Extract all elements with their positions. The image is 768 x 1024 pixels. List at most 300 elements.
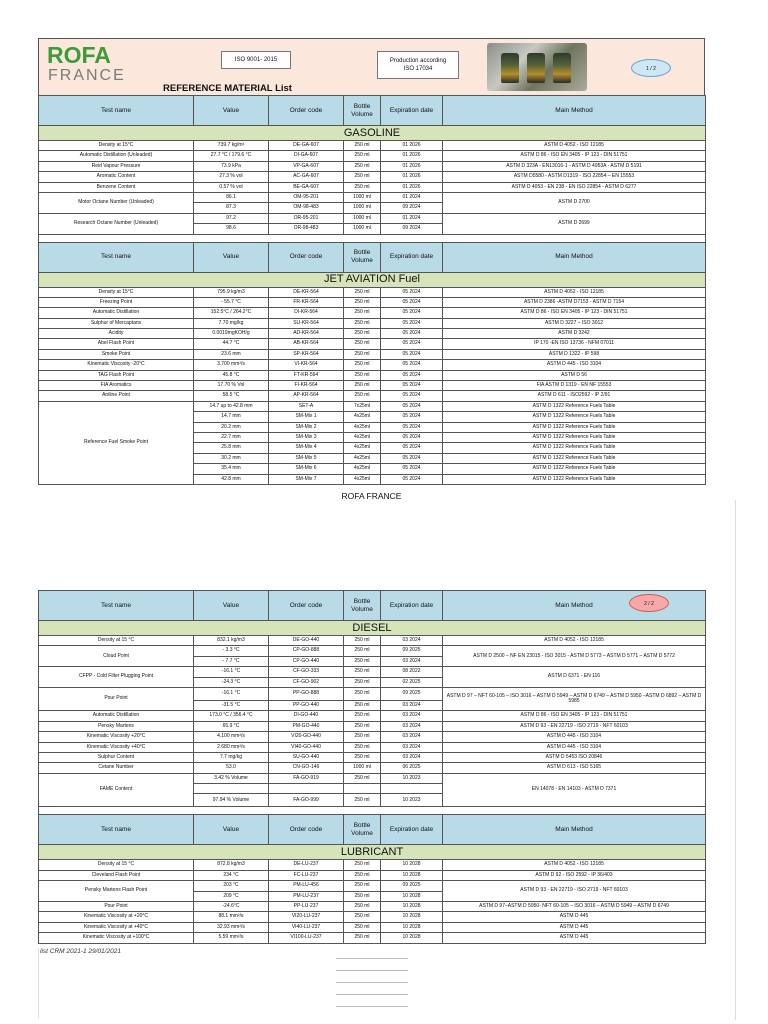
expiration-date: 09 2025 (381, 881, 443, 891)
order-code: BE-GA-607 (269, 182, 344, 192)
table-row (39, 902, 706, 912)
expiration-date: 09 2025 (381, 646, 443, 656)
order-code: AD-KR-564 (269, 329, 344, 339)
main-method: ASTM D 323A - EN13016-1 - ASTM D 4953A - ASTM D 5191 (443, 161, 706, 171)
test-name: Acidity (39, 329, 194, 339)
bottle-volume: 4x25ml (344, 464, 381, 474)
expiration-date: 06 2025 (381, 763, 443, 773)
table-row (39, 636, 706, 646)
expiration-date: 03 2024 (381, 711, 443, 721)
table-header-row (39, 242, 706, 272)
value: 14.7 up to 42.8 mm (194, 401, 269, 411)
bottle-volume: 250 ml (344, 794, 381, 807)
lubricant-rows-top (39, 860, 706, 881)
value: 20.2 mm (194, 422, 269, 432)
bottle-volume: 7x25ml (344, 401, 381, 411)
expiration-date: 01 2026 (381, 151, 443, 161)
bottle-volume: 250 ml (344, 912, 381, 922)
bottle-volume: 250 ml (344, 391, 381, 401)
value: 209 °C (194, 891, 269, 901)
value: 22.7 mm (194, 432, 269, 442)
table-row (39, 141, 706, 151)
logo-top-text: ROFA (47, 43, 111, 68)
test-name: Pour Point (39, 902, 194, 912)
main-method: ASTM D 93 - EN 22719 - ISO 2719 - NFT 60103 (443, 721, 706, 731)
smoke-rows (39, 401, 706, 484)
value: 42.8 mm (194, 474, 269, 484)
expiration-date: 05 2024 (381, 391, 443, 401)
table-row (39, 339, 706, 349)
table-row (39, 151, 706, 161)
order-code: FT-KR-564 (269, 370, 344, 380)
value: 23.6 mm (194, 349, 269, 359)
bottle-volume: 4x25ml (344, 474, 381, 484)
col-test-name: Test name (39, 591, 194, 621)
test-name: Density at 15 °C (39, 636, 194, 646)
main-method: ASTM D 613 - ISO 5165 (443, 763, 706, 773)
main-method: ASTM D 56 (443, 370, 706, 380)
test-name: Automatic Distillation (39, 711, 194, 721)
value: 27.7 °C / 179.6 °C (194, 151, 269, 161)
value: 45.8 °C (194, 370, 269, 380)
bottle-volume: 4x25ml (344, 443, 381, 453)
test-name: Sulphur Content (39, 752, 194, 762)
main-method: ASTM D 445 (443, 922, 706, 932)
page-one (38, 38, 705, 501)
col-expiration-date: Expiration date (381, 96, 443, 126)
test-name: FIA Aromatics (39, 381, 194, 391)
test-name: FAME Content (39, 773, 194, 807)
value: 14.7 mm (194, 412, 269, 422)
bottle-volume: 250 ml (344, 339, 381, 349)
main-method: ASTM D 4052 - ISO 12185 (443, 287, 706, 297)
value: 2.680 mm²/s (194, 742, 269, 752)
bottle-volume: 250 ml (344, 667, 381, 677)
col-order-code: Order code (269, 96, 344, 126)
value: 27.3 % vol (194, 172, 269, 182)
expiration-date: 05 2024 (381, 401, 443, 411)
expiration-date: 01 2026 (381, 141, 443, 151)
expiration-date: 05 2024 (381, 464, 443, 474)
production-line-2: ISO 17034 (403, 66, 433, 72)
order-code (269, 784, 344, 794)
expiration-date: 10 2028 (381, 891, 443, 901)
value: 97.94 % Volume (194, 794, 269, 807)
bottle-volume: 250 ml (344, 687, 381, 700)
value: 32.93 mm²/s (194, 922, 269, 932)
value: 203 °C (194, 881, 269, 891)
order-code: CF-GO-902 (269, 677, 344, 687)
table-row (39, 687, 706, 700)
main-method: ASTM D 445 - ISO 3104 (443, 742, 706, 752)
main-method: ASTM D 1322 Reference Fuels Table (443, 464, 706, 474)
order-code: PP-LU-237 (269, 902, 344, 912)
col-bottle-volume: Bottle Volume (344, 591, 381, 621)
table-row (39, 711, 706, 721)
expiration-date: 05 2024 (381, 318, 443, 328)
order-code: AB-KR-564 (269, 339, 344, 349)
bottle-volume: 250 ml (344, 677, 381, 687)
main-method: ASTM D 3242 (443, 329, 706, 339)
order-code: DE-GA-607 (269, 141, 344, 151)
table-row (39, 912, 706, 922)
value: 53.0 (194, 763, 269, 773)
table-row (39, 287, 706, 297)
expiration-date: 05 2024 (381, 297, 443, 307)
value (194, 784, 269, 794)
value: 5.59 mm²/s (194, 933, 269, 943)
table-row (39, 297, 706, 307)
order-code: PM-GO-440 (269, 721, 344, 731)
bottle-volume: 1000 ml (344, 213, 381, 223)
value: 87.3 (194, 203, 269, 213)
main-method: ASTM D 1322 Reference Fuels Table (443, 432, 706, 442)
page-edge-line (38, 948, 39, 1018)
order-code: OR-98-483 (269, 224, 344, 234)
main-method: ASTM D 4053 - EN 238 - EN ISO 22854 - ASTM D 6277 (443, 182, 706, 192)
expiration-date: 03 2024 (381, 752, 443, 762)
bottle-volume: 250 ml (344, 308, 381, 318)
section-jet-aviation (39, 272, 706, 287)
order-code: VI20-LU-237 (269, 912, 344, 922)
bottle-volume: 250 ml (344, 360, 381, 370)
test-name: Cloud Point (39, 646, 194, 667)
main-method: ASTM D 2699 (443, 213, 706, 234)
bottle-volume: 250 ml (344, 922, 381, 932)
order-code: FA-GO-999 (269, 794, 344, 807)
bottle-volume: 250 ml (344, 349, 381, 359)
bottle-volume: 250 ml (344, 370, 381, 380)
order-code: VI20-GO-440 (269, 732, 344, 742)
test-name: Smoke Point (39, 349, 194, 359)
col-value: Value (194, 591, 269, 621)
order-code: DE-KR-564 (269, 287, 344, 297)
expiration-date: 05 2024 (381, 443, 443, 453)
order-code: SM-Mix 2 (269, 422, 344, 432)
table-header-row (39, 96, 706, 126)
col-test-name: Test name (39, 242, 194, 272)
expiration-date: 05 2024 (381, 339, 443, 349)
value: 65.9 °C (194, 721, 269, 731)
bottle-volume: 250 ml (344, 752, 381, 762)
main-method: ASTM D 92 - ISO 2592 - IP 36/403 (443, 870, 706, 880)
table-header-row (39, 815, 706, 845)
expiration-date: 10 2028 (381, 902, 443, 912)
expiration-date (381, 784, 443, 794)
col-bottle-volume: Bottle Volume (344, 815, 381, 845)
main-method: ASTM D 445 - ISO 3104 (443, 732, 706, 742)
col-main-method: Main Method (443, 591, 706, 621)
main-method: ASTM D 4052 - ISO 12185 (443, 141, 706, 151)
diesel-rows (39, 711, 706, 773)
divider (336, 1006, 408, 1007)
page-two (38, 590, 705, 944)
col-main-method: Main Method (443, 96, 706, 126)
value: -16.1 °C (194, 687, 269, 700)
order-code: VI40-LU-237 (269, 922, 344, 932)
expiration-date: 10 2028 (381, 933, 443, 943)
test-name: Kinematic Viscosity at +20°C (39, 912, 194, 922)
test-name: Freezing Point (39, 297, 194, 307)
order-code: VI40-GO-440 (269, 742, 344, 752)
main-method: ASTM D 6371 - EN 116 (443, 667, 706, 688)
main-method: ASTM D 86 - ISO EN 3405 - IP 123 - DIN 51751 (443, 711, 706, 721)
order-code: SU-KR-564 (269, 318, 344, 328)
expiration-date: 09 2025 (381, 687, 443, 700)
table-row (39, 870, 706, 880)
bottle-volume: 250 ml (344, 381, 381, 391)
bottle-image (553, 53, 571, 83)
bottle-volume: 250 ml (344, 329, 381, 339)
test-name: Aniline Point (39, 391, 194, 401)
main-method: ASTM D 1322 Reference Fuels Table (443, 443, 706, 453)
value: 73.9 kPa (194, 161, 269, 171)
bottle-volume: 1000 ml (344, 192, 381, 202)
value: 98.6 (194, 224, 269, 234)
order-code: CP-GO-440 (269, 656, 344, 666)
value: 0.57 % vol (194, 182, 269, 192)
table-row (39, 308, 706, 318)
order-code: SM-Mix 7 (269, 474, 344, 484)
production-box (377, 51, 459, 79)
bottle-volume: 1000 ml (344, 224, 381, 234)
main-method: ASTM D 3227 – ISO 3012 (443, 318, 706, 328)
main-method: ASTM D5580 - ASTM D1319 - ISO 22854 – EN 15553 (443, 172, 706, 182)
order-code: OM-95-201 (269, 192, 344, 202)
expiration-date: 05 2024 (381, 370, 443, 380)
page-badge: 1 / 2 (631, 59, 671, 77)
value: 173.0 °C / 356.4 °C (194, 711, 269, 721)
bottle-volume: 4x25ml (344, 422, 381, 432)
reference-table-page2 (38, 590, 706, 944)
order-code: FA-GO-919 (269, 773, 344, 783)
col-test-name: Test name (39, 96, 194, 126)
order-code: SM-Mix 6 (269, 464, 344, 474)
table-row (39, 933, 706, 943)
table-row (39, 213, 706, 223)
expiration-date: 05 2024 (381, 329, 443, 339)
value: 25.8 mm (194, 443, 269, 453)
expiration-date: 01 2026 (381, 172, 443, 182)
table-row (39, 732, 706, 742)
company-footer: ROFA FRANCE (341, 490, 402, 501)
value: 86.1 (194, 192, 269, 202)
value: 7.70 mg/kg (194, 318, 269, 328)
value: 795.9 kg/m3 (194, 287, 269, 297)
expiration-date: 03 2024 (381, 700, 443, 710)
order-code: SM-Mix 5 (269, 453, 344, 463)
value: 7.7 mg/kg (194, 752, 269, 762)
test-name: Benzene Content (39, 182, 194, 192)
order-code: CF-GO-333 (269, 667, 344, 677)
order-code: VI100-LU-237 (269, 933, 344, 943)
col-value: Value (194, 815, 269, 845)
bottle-volume: 250 ml (344, 860, 381, 870)
col-value: Value (194, 242, 269, 272)
col-bottle-volume: Bottle Volume (344, 96, 381, 126)
value: 3.700 mm²/s (194, 360, 269, 370)
main-method: ASTM D 1322 Reference Fuels Table (443, 422, 706, 432)
test-name: Pour Point (39, 687, 194, 710)
expiration-date: 01 2026 (381, 182, 443, 192)
table-row (39, 401, 706, 411)
production-line-1: Production according (389, 58, 447, 64)
table-row (39, 667, 706, 677)
section-title: JET AVIATION Fuel (39, 272, 706, 287)
order-code: PM-LU-237 (269, 891, 344, 901)
order-code: OR-95-201 (269, 213, 344, 223)
main-method: EN 14078 - EN 14103 - ASTM D 7371 (443, 773, 706, 807)
value: 3.42 % Volume (194, 773, 269, 783)
table-row (39, 329, 706, 339)
expiration-date: 05 2024 (381, 308, 443, 318)
expiration-date: 05 2024 (381, 287, 443, 297)
bottle-volume: 4x25ml (344, 432, 381, 442)
bottle-volume: 250 ml (344, 742, 381, 752)
test-name: Kinematic Viscosity at +100°C (39, 933, 194, 943)
order-code: CN-GO-146 (269, 763, 344, 773)
bottle-image (527, 53, 545, 83)
test-name: Kinematic Viscosity +40°C (39, 742, 194, 752)
order-code: CP-GO-888 (269, 646, 344, 656)
value: -24.6°C (194, 902, 269, 912)
expiration-date: 10 2028 (381, 870, 443, 880)
order-code: SET-A (269, 401, 344, 411)
expiration-date: 05 2024 (381, 453, 443, 463)
test-name: Pensky Martens (39, 721, 194, 731)
bottle-volume: 250 ml (344, 636, 381, 646)
bottle-image (501, 53, 519, 83)
main-method: ASTM D 611 - ISO2592 - IP 2/91 (443, 391, 706, 401)
order-code: DE-LU-237 (269, 860, 344, 870)
expiration-date: 03 2024 (381, 742, 443, 752)
test-name: Density at 15 °C (39, 860, 194, 870)
bottle-volume: 4x25ml (344, 453, 381, 463)
col-expiration-date: Expiration date (381, 815, 443, 845)
main-method: ASTM D 2386 -ASTM D7153 - ASTM D 7154 (443, 297, 706, 307)
bottle-volume: 4x25ml (344, 412, 381, 422)
expiration-date: 03 2024 (381, 656, 443, 666)
value: -16.1 °C (194, 667, 269, 677)
main-method: ASTM D 1322 Reference Fuels Table (443, 474, 706, 484)
test-name: Pensky Martens Flash Point (39, 881, 194, 902)
main-method: ASTM D 445 (443, 912, 706, 922)
main-method: ASTM D 2500 – NF EN 23015 - ISO 3015 - ASTM D 5773 – ASTM D 5771 – ASTM D 5772 (443, 646, 706, 667)
table-row (39, 742, 706, 752)
value: -31.5 °C (194, 700, 269, 710)
order-code: SM-Mix 1 (269, 412, 344, 422)
main-method: ASTM D 445 - ISO 3104 (443, 360, 706, 370)
col-order-code: Order code (269, 815, 344, 845)
main-method: FIA ASTM D 1319 - EN NF 15553 (443, 381, 706, 391)
value: 17.70 % Vol (194, 381, 269, 391)
test-name: TAG Flash Point (39, 370, 194, 380)
order-code: OM-98-483 (269, 203, 344, 213)
expiration-date: 10 2028 (381, 912, 443, 922)
expiration-date: 05 2024 (381, 360, 443, 370)
bottle-volume: 250 ml (344, 870, 381, 880)
col-main-method: Main Method (443, 242, 706, 272)
main-method: ASTM D 1322 Reference Fuels Table (443, 453, 706, 463)
value: 88.1 mm²/s (194, 912, 269, 922)
gasoline-rows (39, 141, 706, 193)
expiration-date: 01 2024 (381, 192, 443, 202)
main-method: ASTM D 4052 - ISO 12185 (443, 860, 706, 870)
table-row (39, 773, 706, 783)
main-method: ASTM D 1322 Reference Fuels Table (443, 401, 706, 411)
jet-rows (39, 287, 706, 401)
bottle-volume: 250 ml (344, 161, 381, 171)
divider (336, 982, 408, 983)
col-order-code: Order code (269, 591, 344, 621)
section-title: LUBRICANT (39, 845, 706, 860)
bottle-volume: 250 ml (344, 182, 381, 192)
bottle-volume: 250 ml (344, 773, 381, 783)
order-code: VP-GA-607 (269, 161, 344, 171)
divider (336, 994, 408, 995)
section-lubricant (39, 845, 706, 860)
value: -24.3 °C (194, 677, 269, 687)
spacer-row (39, 234, 706, 242)
order-code: SU-GO-440 (269, 752, 344, 762)
main-method: ASTM D 97–ASTM D 5950- NFT 60-105 – ISO 3016 – ASTM D 5949 – ASTM D 6749 (443, 902, 706, 912)
expiration-date: 05 2024 (381, 422, 443, 432)
expiration-date: 02 2025 (381, 677, 443, 687)
col-expiration-date: Expiration date (381, 242, 443, 272)
test-name: CFPP - Cold Filter Plugging Point (39, 667, 194, 688)
col-order-code: Order code (269, 242, 344, 272)
test-name: Kinematic Viscosity at +40°C (39, 922, 194, 932)
value: - 55.7 °C (194, 297, 269, 307)
value: 58.5 °C (194, 391, 269, 401)
rofa-france-logo (45, 43, 157, 83)
table-row (39, 172, 706, 182)
table-row (39, 752, 706, 762)
table-row (39, 860, 706, 870)
value: 234 °C (194, 870, 269, 880)
bottle-volume: 250 ml (344, 902, 381, 912)
test-name: Kinematic Viscosity -20°C (39, 360, 194, 370)
expiration-date: 08 2022 (381, 667, 443, 677)
test-name: Sulphur of Mercaptans (39, 318, 194, 328)
expiration-date: 10 2028 (381, 922, 443, 932)
main-method: ASTM D 93 - EN 22719 - ISO 2719 - NFT 60103 (443, 881, 706, 902)
main-method: ASTM D 1322 - IP 598 (443, 349, 706, 359)
order-code: DI-GA-607 (269, 151, 344, 161)
test-name: Cleveland Flash Point (39, 870, 194, 880)
test-name: Density at 15°C (39, 141, 194, 151)
value: 872.8 kg/m3 (194, 860, 269, 870)
test-name: Reid Vapour Pressure (39, 161, 194, 171)
expiration-date: 05 2024 (381, 412, 443, 422)
value: 0.0019mgKOH/g (194, 329, 269, 339)
order-code: SM-Mix 4 (269, 443, 344, 453)
bottle-volume: 250 ml (344, 287, 381, 297)
bottle-volume: 250 ml (344, 700, 381, 710)
value: 35.4 mm (194, 464, 269, 474)
order-code: AC-GA-607 (269, 172, 344, 182)
table-row (39, 370, 706, 380)
bottle-volume: 1000 ml (344, 763, 381, 773)
expiration-date: 09 2024 (381, 224, 443, 234)
page-badge: 2 / 2 (629, 594, 669, 612)
test-name: Automatic Distillation (39, 308, 194, 318)
test-name: Cetane Number (39, 763, 194, 773)
main-method: ASTM D 4052 - ISO 12185 (443, 636, 706, 646)
table-row (39, 646, 706, 656)
spacer-row (39, 807, 706, 815)
expiration-date: 03 2024 (381, 721, 443, 731)
